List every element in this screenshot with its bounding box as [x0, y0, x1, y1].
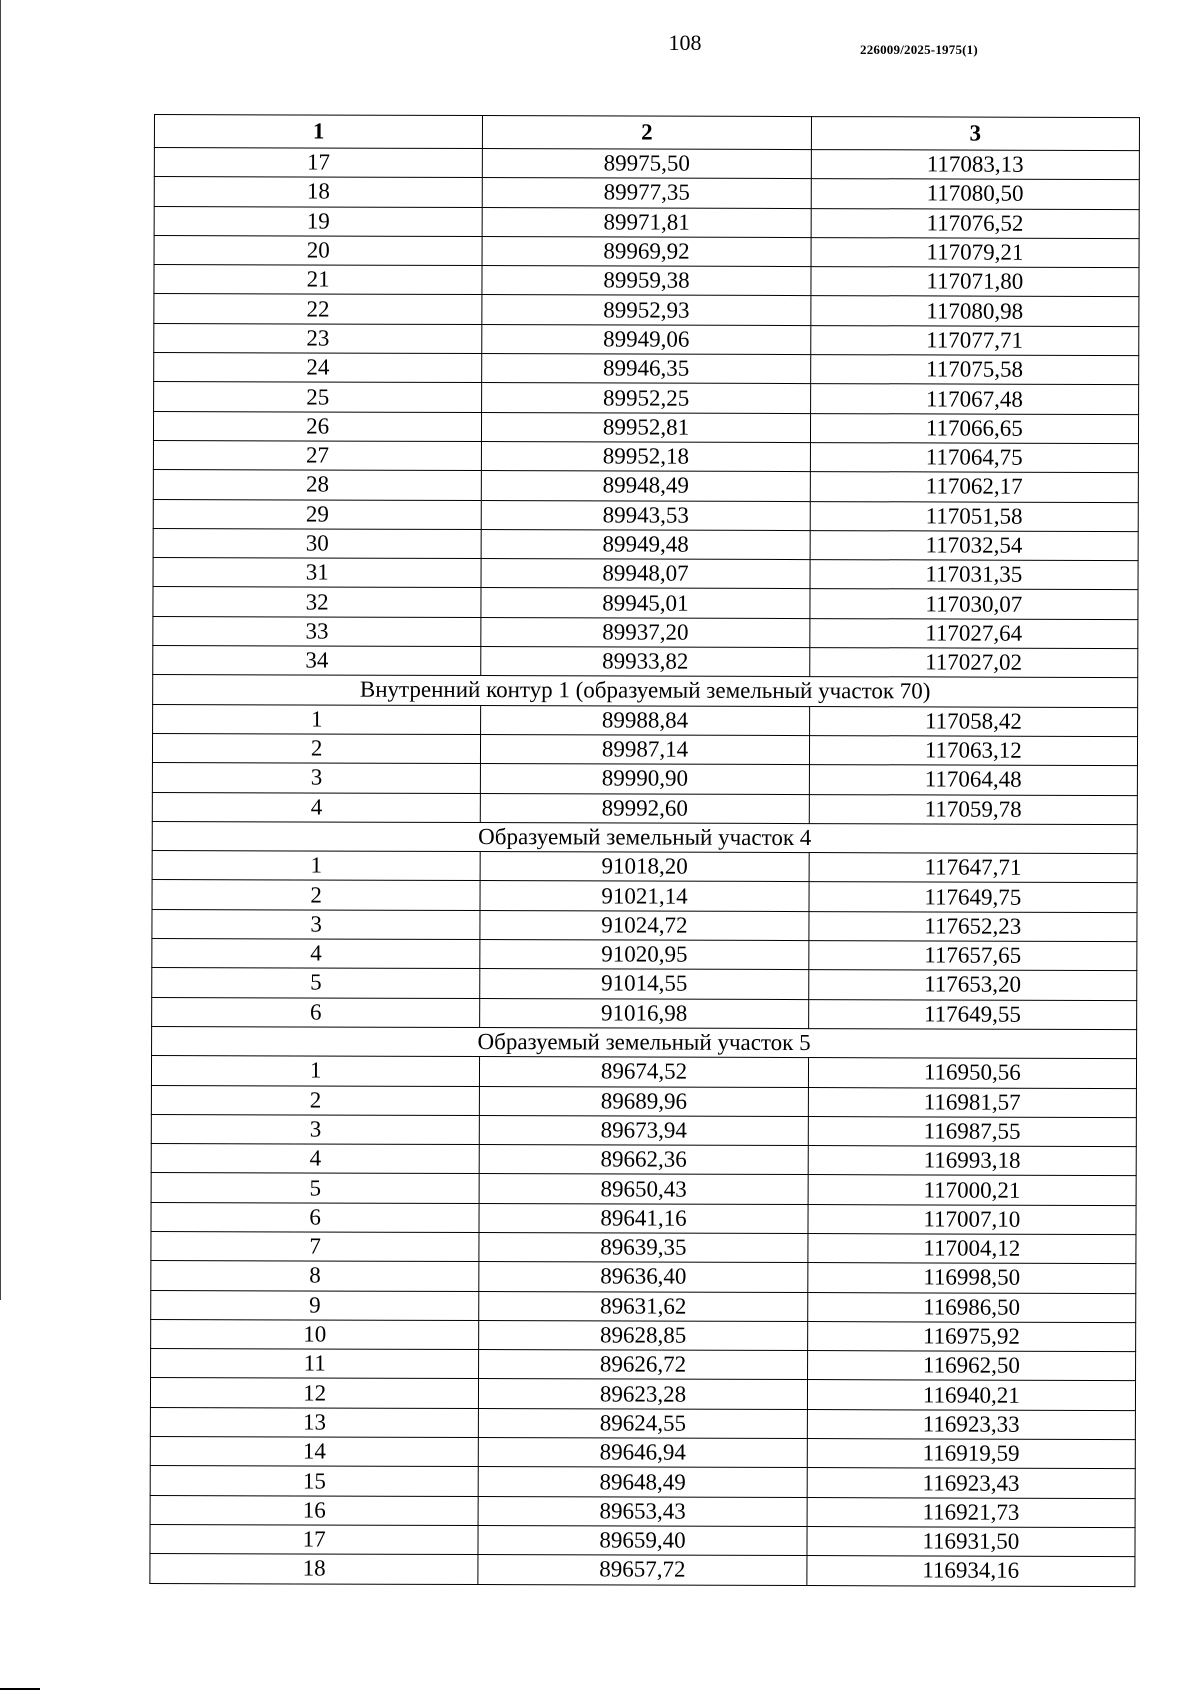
y-coordinate-cell: 117079,21 [811, 237, 1139, 267]
x-coordinate-cell: 89987,14 [481, 734, 809, 764]
column-header-1: 1 [154, 115, 482, 149]
x-coordinate-cell: 89952,18 [482, 442, 810, 472]
x-coordinate-cell: 89657,72 [478, 1555, 806, 1585]
point-number-cell: 1 [151, 1056, 479, 1086]
x-coordinate-cell: 89946,35 [482, 354, 810, 384]
table-row [152, 733, 1137, 765]
y-coordinate-cell: 117051,58 [810, 501, 1138, 531]
point-number-cell: 34 [153, 646, 481, 676]
x-coordinate-cell: 91018,20 [480, 852, 808, 882]
x-coordinate-cell: 89659,40 [478, 1525, 806, 1555]
y-coordinate-cell: 117027,64 [809, 618, 1137, 648]
table-row [153, 616, 1138, 648]
table-row [151, 1056, 1136, 1088]
x-coordinate-cell: 89988,84 [481, 705, 809, 735]
x-coordinate-cell: 89959,38 [482, 266, 810, 296]
point-number-cell: 27 [153, 440, 481, 470]
section-title: Внутренний контур 1 (образуемый земельный участок 70) [153, 675, 1138, 707]
y-coordinate-cell: 116950,56 [808, 1058, 1136, 1088]
x-coordinate-cell: 89623,28 [479, 1379, 807, 1409]
table-row [152, 909, 1137, 941]
table-row [154, 323, 1139, 355]
y-coordinate-cell: 116923,43 [807, 1468, 1135, 1498]
point-number-cell: 1 [152, 851, 480, 881]
x-coordinate-cell: 89626,72 [479, 1350, 807, 1380]
table-row [152, 763, 1137, 795]
y-coordinate-cell: 117027,02 [809, 648, 1137, 678]
y-coordinate-cell: 117000,21 [808, 1175, 1136, 1205]
table-row [153, 440, 1138, 472]
section-header-row [153, 675, 1138, 707]
table-row [152, 939, 1137, 971]
table-row [151, 1114, 1136, 1146]
y-coordinate-cell: 116962,50 [807, 1351, 1135, 1381]
y-coordinate-cell: 117076,52 [811, 208, 1139, 238]
point-number-cell: 5 [151, 1173, 479, 1203]
x-coordinate-cell: 89639,35 [479, 1233, 807, 1263]
point-number-cell: 10 [151, 1319, 479, 1349]
point-number-cell: 7 [151, 1231, 479, 1261]
point-number-cell: 14 [150, 1437, 478, 1467]
point-number-cell: 28 [153, 470, 481, 500]
table-row [150, 1437, 1135, 1469]
point-number-cell: 12 [150, 1378, 478, 1408]
x-coordinate-cell: 89971,81 [482, 207, 810, 237]
table-row [151, 1319, 1136, 1351]
table-row [151, 1261, 1136, 1293]
table-row [152, 792, 1137, 824]
x-coordinate-cell: 89674,52 [480, 1057, 808, 1087]
table-row [153, 704, 1138, 736]
point-number-cell: 4 [151, 1144, 479, 1174]
point-number-cell: 2 [152, 733, 480, 763]
table-row [154, 206, 1139, 238]
x-coordinate-cell: 91016,98 [480, 998, 808, 1028]
y-coordinate-cell: 117649,55 [808, 999, 1136, 1029]
y-coordinate-cell: 117032,54 [810, 530, 1138, 560]
x-coordinate-cell: 89990,90 [481, 764, 809, 794]
x-coordinate-cell: 89624,55 [479, 1408, 807, 1438]
y-coordinate-cell: 117649,75 [809, 882, 1137, 912]
point-number-cell: 15 [150, 1466, 478, 1496]
point-number-cell: 16 [150, 1495, 478, 1525]
x-coordinate-cell: 89949,48 [481, 529, 809, 559]
x-coordinate-cell: 91020,95 [480, 940, 808, 970]
y-coordinate-cell: 117058,42 [809, 706, 1137, 736]
x-coordinate-cell: 89636,40 [479, 1262, 807, 1292]
section-title: Образуемый земельный участок 5 [152, 1026, 1137, 1058]
x-coordinate-cell: 89646,94 [479, 1438, 807, 1468]
x-coordinate-cell: 89648,49 [478, 1467, 806, 1497]
table-row [150, 1407, 1135, 1439]
table-row [151, 1231, 1136, 1263]
table-row [151, 1144, 1136, 1176]
y-coordinate-cell: 117063,12 [809, 735, 1137, 765]
point-number-cell: 3 [152, 763, 480, 793]
point-number-cell: 13 [150, 1407, 478, 1437]
x-coordinate-cell: 89948,07 [481, 559, 809, 589]
table-row [154, 177, 1139, 209]
point-number-cell: 11 [151, 1349, 479, 1379]
x-coordinate-cell: 89952,93 [482, 295, 810, 325]
table-row [151, 1349, 1136, 1381]
y-coordinate-cell: 117030,07 [810, 589, 1138, 619]
point-number-cell: 23 [154, 323, 482, 353]
x-coordinate-cell: 89650,43 [479, 1174, 807, 1204]
y-coordinate-cell: 117004,12 [808, 1234, 1136, 1264]
x-coordinate-cell: 89945,01 [481, 588, 809, 618]
table-row [150, 1524, 1135, 1556]
y-coordinate-cell: 116923,33 [807, 1409, 1135, 1439]
x-coordinate-cell: 89662,36 [479, 1145, 807, 1175]
table-row [153, 646, 1138, 678]
table-row [151, 1202, 1136, 1234]
y-coordinate-cell: 117064,75 [810, 443, 1138, 473]
table-row [150, 1554, 1135, 1586]
table-row [150, 1466, 1135, 1498]
point-number-cell: 6 [152, 997, 480, 1027]
table-row [152, 880, 1137, 912]
page-number: 108 [668, 30, 702, 55]
coordinates-table [149, 114, 1140, 1587]
section-title: Образуемый земельный участок 4 [152, 821, 1137, 853]
x-coordinate-cell: 89952,25 [482, 383, 810, 413]
table-row [153, 528, 1138, 560]
x-coordinate-cell: 89641,16 [479, 1203, 807, 1233]
table-row [154, 382, 1139, 414]
point-number-cell: 22 [154, 294, 482, 324]
point-number-cell: 18 [154, 177, 482, 207]
table-row [153, 587, 1138, 619]
point-number-cell: 17 [150, 1524, 478, 1554]
table-row [154, 265, 1139, 297]
section-header-row [152, 821, 1137, 853]
point-number-cell: 3 [151, 1114, 479, 1144]
y-coordinate-cell: 117653,20 [808, 970, 1136, 1000]
document-reference: 226009/2025-1975(1) [860, 42, 978, 57]
y-coordinate-cell: 117071,80 [811, 267, 1139, 297]
table-body [150, 148, 1140, 1587]
table-row [152, 968, 1137, 1000]
point-number-cell: 25 [154, 382, 482, 412]
y-coordinate-cell: 116975,92 [807, 1321, 1135, 1351]
table-row [151, 1085, 1136, 1117]
y-coordinate-cell: 117067,48 [810, 384, 1138, 414]
table-row [151, 1290, 1136, 1322]
x-coordinate-cell: 89943,53 [482, 500, 810, 530]
table-row [154, 148, 1139, 180]
y-coordinate-cell: 116987,55 [808, 1116, 1136, 1146]
table-row [151, 1173, 1136, 1205]
coordinates-table-container [149, 114, 1140, 1587]
table-row [154, 294, 1139, 326]
y-coordinate-cell: 117080,50 [811, 179, 1139, 209]
x-coordinate-cell: 89975,50 [483, 149, 811, 179]
y-coordinate-cell: 117066,65 [810, 413, 1138, 443]
table-header-row [154, 115, 1139, 151]
scan-edge-line [0, 0, 1, 1300]
point-number-cell: 4 [152, 792, 480, 822]
x-coordinate-cell: 91021,14 [480, 881, 808, 911]
point-number-cell: 2 [152, 880, 480, 910]
point-number-cell: 5 [152, 968, 480, 998]
point-number-cell: 6 [151, 1202, 479, 1232]
y-coordinate-cell: 116986,50 [807, 1292, 1135, 1322]
point-number-cell: 29 [153, 499, 481, 529]
table-row [150, 1378, 1135, 1410]
y-coordinate-cell: 117059,78 [809, 794, 1137, 824]
table-row [152, 997, 1137, 1029]
x-coordinate-cell: 89977,35 [483, 178, 811, 208]
y-coordinate-cell: 116934,16 [807, 1556, 1135, 1586]
y-coordinate-cell: 116940,21 [807, 1380, 1135, 1410]
table-row [150, 1495, 1135, 1527]
table-row [154, 235, 1139, 267]
point-number-cell: 19 [154, 206, 482, 236]
y-coordinate-cell: 116993,18 [808, 1146, 1136, 1176]
point-number-cell: 17 [154, 148, 482, 178]
y-coordinate-cell: 117080,98 [810, 296, 1138, 326]
y-coordinate-cell: 117647,71 [809, 853, 1137, 883]
x-coordinate-cell: 89689,96 [480, 1086, 808, 1116]
table-row [152, 851, 1137, 883]
y-coordinate-cell: 117652,23 [809, 911, 1137, 941]
y-coordinate-cell: 116998,50 [807, 1263, 1135, 1293]
y-coordinate-cell: 117007,10 [808, 1204, 1136, 1234]
y-coordinate-cell: 117064,48 [809, 765, 1137, 795]
table-row [153, 499, 1138, 531]
point-number-cell: 18 [150, 1554, 478, 1584]
y-coordinate-cell: 116931,50 [807, 1527, 1135, 1557]
y-coordinate-cell: 116919,59 [807, 1439, 1135, 1469]
section-header-row [152, 1026, 1137, 1058]
y-coordinate-cell: 117075,58 [810, 355, 1138, 385]
x-coordinate-cell: 89969,92 [482, 236, 810, 266]
y-coordinate-cell: 117083,13 [811, 150, 1139, 180]
point-number-cell: 30 [153, 528, 481, 558]
point-number-cell: 21 [154, 265, 482, 295]
point-number-cell: 4 [152, 939, 480, 969]
x-coordinate-cell: 89673,94 [480, 1115, 808, 1145]
point-number-cell: 8 [151, 1261, 479, 1291]
table-row [153, 411, 1138, 443]
x-coordinate-cell: 91024,72 [480, 910, 808, 940]
x-coordinate-cell: 89631,62 [479, 1291, 807, 1321]
x-coordinate-cell: 89933,82 [481, 647, 809, 677]
scan-edge-mark [0, 1688, 40, 1690]
point-number-cell: 9 [151, 1290, 479, 1320]
point-number-cell: 31 [153, 558, 481, 588]
point-number-cell: 1 [153, 704, 481, 734]
point-number-cell: 32 [153, 587, 481, 617]
table-row [153, 558, 1138, 590]
table-row [154, 353, 1139, 385]
y-coordinate-cell: 116921,73 [807, 1497, 1135, 1527]
y-coordinate-cell: 117657,65 [808, 941, 1136, 971]
y-coordinate-cell: 117077,71 [810, 325, 1138, 355]
y-coordinate-cell: 117062,17 [810, 472, 1138, 502]
y-coordinate-cell: 116981,57 [808, 1087, 1136, 1117]
point-number-cell: 3 [152, 909, 480, 939]
y-coordinate-cell: 117031,35 [810, 560, 1138, 590]
x-coordinate-cell: 91014,55 [480, 969, 808, 999]
column-header-2: 2 [483, 116, 811, 150]
x-coordinate-cell: 89952,81 [482, 412, 810, 442]
x-coordinate-cell: 89628,85 [479, 1320, 807, 1350]
column-header-3: 3 [811, 117, 1139, 151]
point-number-cell: 26 [153, 411, 481, 441]
point-number-cell: 2 [151, 1085, 479, 1115]
x-coordinate-cell: 89937,20 [481, 617, 809, 647]
point-number-cell: 20 [154, 235, 482, 265]
point-number-cell: 33 [153, 616, 481, 646]
x-coordinate-cell: 89653,43 [478, 1496, 806, 1526]
x-coordinate-cell: 89949,06 [482, 324, 810, 354]
x-coordinate-cell: 89992,60 [481, 793, 809, 823]
x-coordinate-cell: 89948,49 [482, 471, 810, 501]
table-row [153, 470, 1138, 502]
point-number-cell: 24 [154, 353, 482, 383]
